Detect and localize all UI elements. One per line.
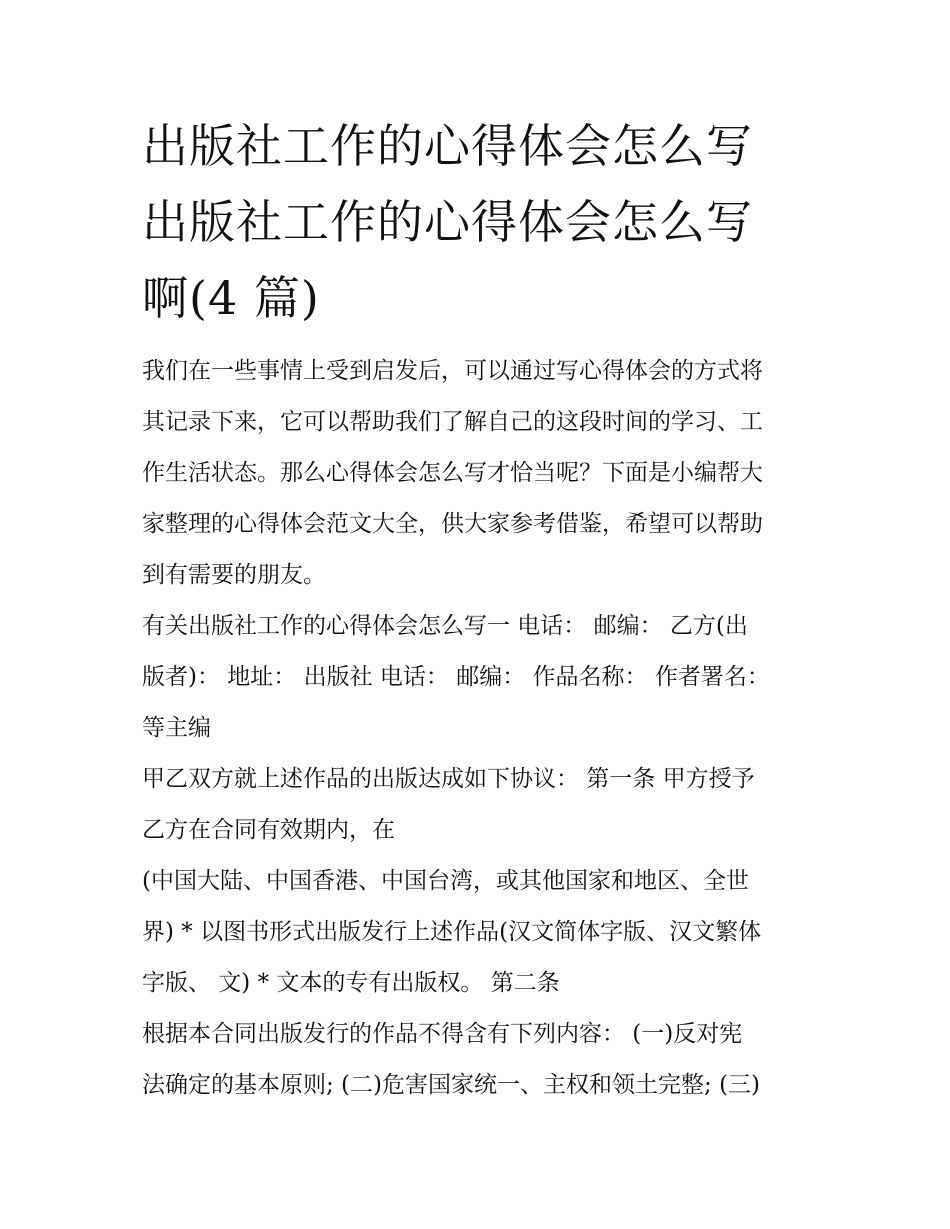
document-body: [142, 346, 814, 1111]
text-line: 作生活状态。那么心得体会怎么写才恰当呢？下面是小编帮大: [142, 460, 763, 486]
document-page: [142, 108, 814, 1111]
text-line: 我们在一些事情上受到启发后，可以通过写心得体会的方式将: [142, 358, 763, 384]
territory-paragraph: [142, 856, 814, 1009]
title-line: 出版社工作的心得体会怎么写: [142, 195, 753, 249]
title-line: 啊(4 篇): [142, 271, 320, 325]
intro-paragraph: [142, 346, 814, 601]
contract-parties-paragraph: [142, 601, 814, 754]
text-line: (中国大陆、中国香港、中国台湾，或其他国家和地区、全世: [142, 868, 749, 894]
text-line: 字版、 文) * 文本的专有出版权。 第二条: [142, 970, 560, 996]
text-line: 界) * 以图书形式出版发行上述作品(汉文简体字版、汉文繁体: [142, 919, 762, 945]
title-line: 出版社工作的心得体会怎么写: [142, 119, 753, 173]
text-line: 家整理的心得体会范文大全，供大家参考借鉴，希望可以帮助: [142, 511, 763, 537]
text-line: 乙方在合同有效期内，在: [142, 817, 395, 843]
agreement-paragraph: [142, 754, 814, 856]
text-line: 甲乙双方就上述作品的出版达成如下协议： 第一条 甲方授予: [142, 766, 755, 792]
text-line: 到有需要的朋友。: [142, 562, 326, 588]
content-restrictions-paragraph: [142, 1009, 814, 1111]
text-line: 法确定的基本原则; (二)危害国家统一、主权和领土完整; (三): [142, 1072, 761, 1098]
text-line: 其记录下来，它可以帮助我们了解自己的这段时间的学习、工: [142, 409, 763, 435]
text-line: 版者)： 地址： 出版社 电话： 邮编： 作品名称： 作者署名：: [142, 664, 770, 690]
text-line: 根据本合同出版发行的作品不得含有下列内容： (一)反对宪: [142, 1021, 743, 1047]
text-line: 有关出版社工作的心得体会怎么写一 电话： 邮编： 乙方(出: [142, 613, 748, 639]
document-title: [142, 108, 814, 336]
text-line: 等主编: [142, 715, 211, 741]
